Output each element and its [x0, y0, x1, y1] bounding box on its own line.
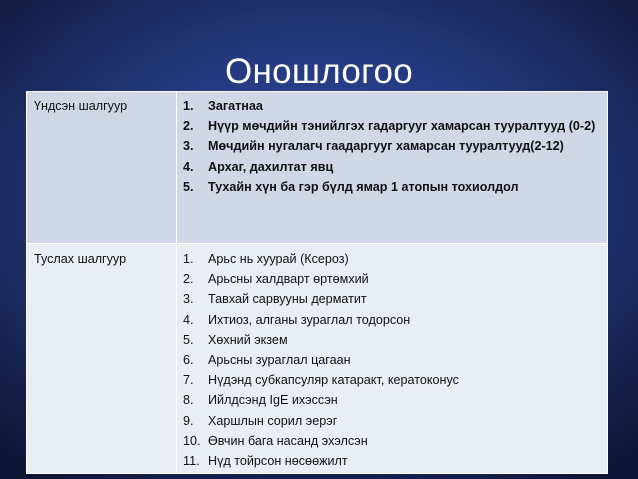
item-number: 2.: [183, 272, 194, 287]
item-number: 4.: [183, 159, 194, 174]
item-number: 11.: [183, 454, 200, 469]
item-number: 6.: [183, 353, 194, 368]
item-text: Мөчдийн нугалагч гаадаргууг хамарсан тууралтууд(2-12): [208, 139, 564, 154]
major-criteria-item: [183, 157, 601, 177]
item-text: Ихтиоз, алганы зураглал тодорсон: [208, 312, 411, 327]
major-criteria-cell: [177, 92, 608, 244]
minor-criteria-item: [183, 370, 601, 390]
minor-criteria-cell: [177, 244, 608, 474]
item-number: 1.: [183, 99, 194, 113]
item-number: 8.: [183, 393, 194, 408]
criteria-table: [26, 91, 608, 474]
minor-criteria-label: Туслах шалгуур: [27, 244, 177, 474]
item-text: Өвчин бага насанд эхэлсэн: [208, 433, 368, 448]
item-text: Ийлдсэнд IgE ихэссэн: [208, 393, 338, 408]
item-number: 5.: [183, 332, 194, 347]
item-text: Хөхний экзем: [208, 332, 288, 347]
item-text: Нүд тойрсон нөсөөжилт: [208, 454, 348, 469]
minor-criteria-item: [183, 289, 601, 309]
item-number: 2.: [183, 119, 194, 134]
major-criteria-row: [27, 92, 608, 244]
minor-criteria-item: [183, 269, 601, 289]
minor-criteria-item: [183, 310, 601, 330]
item-text: Архаг, дахилтат явц: [208, 159, 334, 174]
major-criteria-item: [183, 177, 601, 197]
minor-criteria-item: [183, 350, 601, 370]
item-text: Загатнаа: [208, 99, 263, 113]
item-number: 4.: [183, 312, 194, 327]
item-number: 9.: [183, 413, 194, 428]
minor-criteria-item: [183, 431, 601, 451]
item-text: Арьс нь хуурай (Ксероз): [208, 252, 349, 266]
minor-criteria-list: [183, 249, 601, 471]
item-number: 3.: [183, 292, 194, 307]
item-text: Тавхай сарвууны дерматит: [208, 292, 367, 307]
item-number: 1.: [183, 252, 194, 266]
major-criteria-item: [183, 136, 601, 156]
item-number: 7.: [183, 373, 194, 388]
minor-criteria-item: [183, 330, 601, 350]
minor-criteria-item: [183, 411, 601, 431]
item-text: Арьсны зураглал цагаан: [208, 353, 351, 368]
minor-criteria-item: [183, 249, 601, 269]
minor-criteria-item: [183, 451, 601, 471]
major-criteria-item: [183, 96, 601, 116]
major-criteria-list: [183, 96, 601, 197]
item-number: 10.: [183, 433, 201, 448]
item-number: 3.: [183, 139, 194, 154]
minor-criteria-row: [27, 244, 608, 474]
minor-criteria-item: [183, 390, 601, 410]
item-text: Арьсны халдварт өртөмхий: [208, 272, 369, 287]
major-criteria-label: Үндсэн шалгуур: [27, 92, 177, 244]
item-text: Нүүр мөчдийн тэнийлгэх гадаргууг хамарсан тууралтууд (0-2): [208, 119, 596, 134]
slide-title: Оношлогоо: [224, 52, 413, 91]
major-criteria-item: [183, 116, 601, 136]
item-text: Тухайн хүн ба гэр бүлд ямар 1 атопын тохиолдол: [208, 179, 519, 194]
item-text: Харшлын сорил эерэг: [208, 413, 338, 428]
item-number: 5.: [183, 179, 194, 194]
item-text: Нүдэнд субкапсуляр катаракт, кератоконус: [208, 373, 459, 388]
